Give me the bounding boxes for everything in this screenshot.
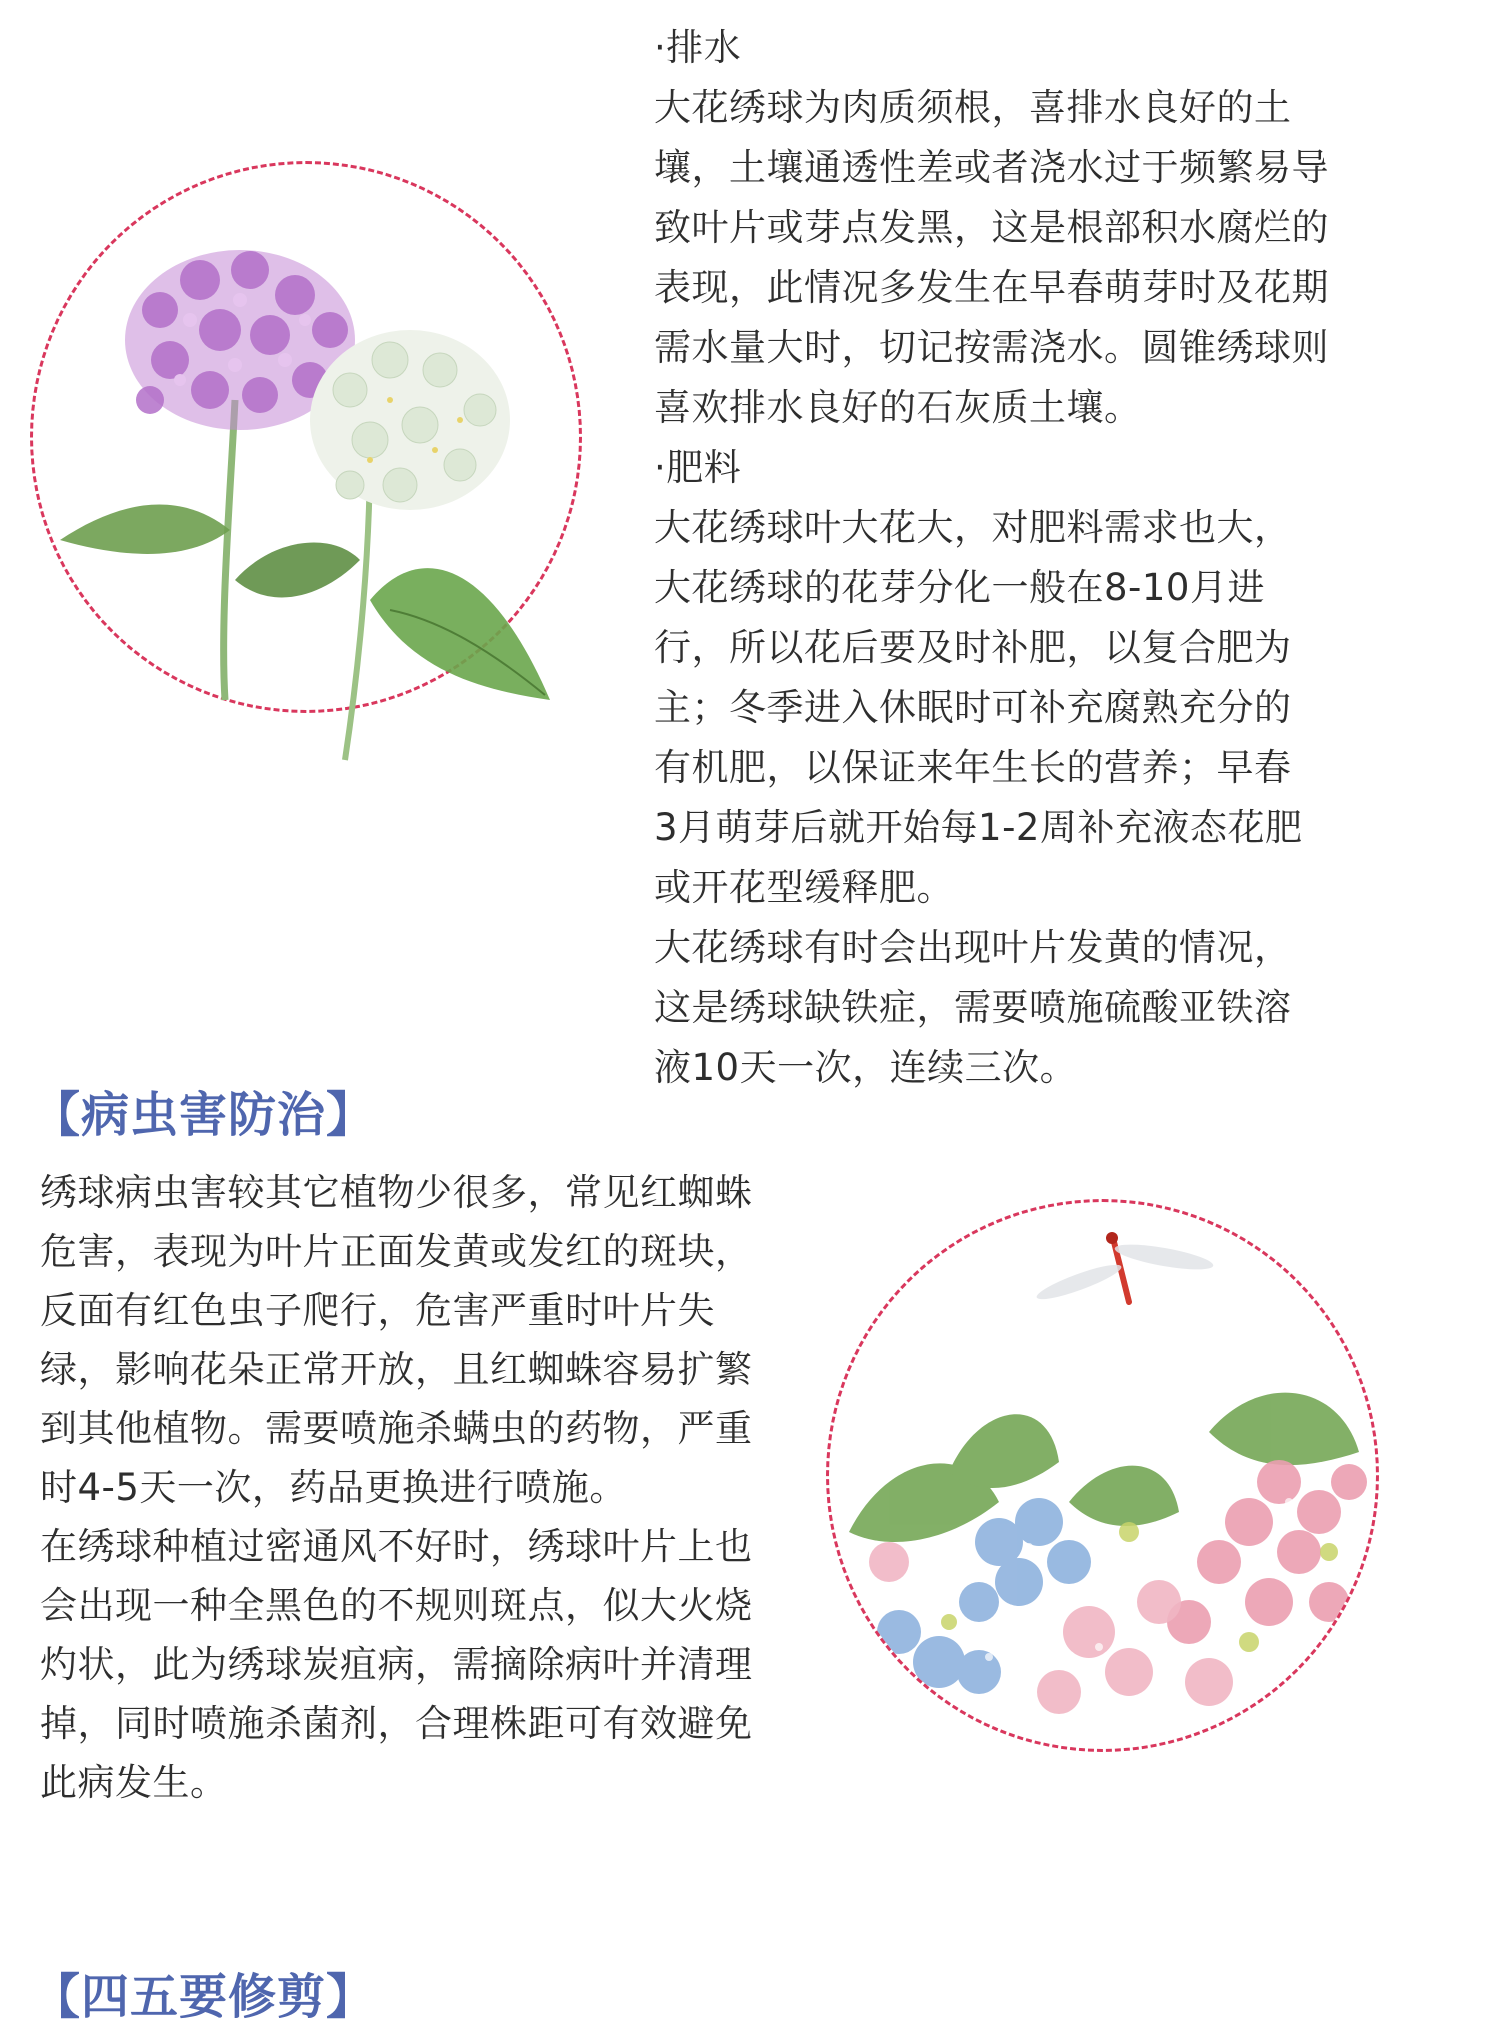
fertilizer-line: 或开花型缓释肥。	[654, 866, 954, 909]
fertilizer-line: 3月萌芽后就开始每1-2周补充液态花肥	[654, 806, 1303, 849]
drainage-line: 致叶片或芽点发黑，这是根部积水腐烂的	[654, 206, 1329, 249]
pest-line: 在绣球种植过密通风不好时，绣球叶片上也	[40, 1525, 753, 1568]
pest-line: 掉，同时喷施杀菌剂，合理株距可有效避免	[40, 1702, 753, 1745]
drainage-line: 喜欢排水良好的石灰质土壤。	[654, 386, 1142, 429]
pest-line: 此病发生。	[40, 1761, 228, 1804]
garden-flowers-illustration-icon	[829, 1202, 1379, 1752]
pest-line: 绣球病虫害较其它植物少很多，常见红蜘蛛	[40, 1171, 753, 1214]
care-text-column	[654, 18, 1414, 1098]
iron-deficiency-line: 这是绣球缺铁症，需要喷施硫酸亚铁溶	[654, 986, 1292, 1029]
pest-line: 到其他植物。需要喷施杀螨虫的药物，严重	[40, 1407, 753, 1450]
iron-deficiency-line: 液10天一次，连续三次。	[654, 1046, 1078, 1089]
drainage-line: 壤，土壤通透性差或者浇水过于频繁易导	[654, 146, 1329, 189]
drainage-heading: ·排水	[654, 26, 742, 69]
fertilizer-line: 有机肥，以保证来年生长的营养；早春	[654, 746, 1292, 789]
drainage-line: 需水量大时，切记按需浇水。圆锥绣球则	[654, 326, 1329, 369]
fertilizer-line: 行，所以花后要及时补肥，以复合肥为	[654, 626, 1292, 669]
pest-text-column	[40, 1163, 800, 1812]
pest-section-heading: 【病虫害防治】	[32, 1087, 376, 1143]
pest-line: 时4-5天一次，药品更换进行喷施。	[40, 1466, 627, 1509]
dragonfly-icon	[1034, 1232, 1215, 1305]
decorative-circle-bottom	[826, 1199, 1379, 1752]
pest-line: 会出现一种全黑色的不规则斑点，似大火烧	[40, 1584, 753, 1627]
pest-line: 反面有红色虫子爬行，危害严重时叶片失	[40, 1289, 715, 1332]
fertilizer-line: 大花绣球的花芽分化一般在8-10月进	[654, 566, 1265, 609]
next-section-heading: 【四五要修剪】	[32, 1969, 376, 2025]
iron-deficiency-line: 大花绣球有时会出现叶片发黄的情况，	[654, 926, 1292, 969]
fertilizer-line: 大花绣球叶大花大，对肥料需求也大，	[654, 506, 1292, 549]
hydrangea-illustration-icon	[40, 200, 600, 770]
pest-line: 灼状，此为绣球炭疽病，需摘除病叶并清理	[40, 1643, 753, 1686]
pest-line: 危害，表现为叶片正面发黄或发红的斑块，	[40, 1230, 753, 1273]
drainage-line: 表现，此情况多发生在早春萌芽时及花期	[654, 266, 1329, 309]
pest-line: 绿，影响花朵正常开放，且红蜘蛛容易扩繁	[40, 1348, 753, 1391]
fertilizer-heading: ·肥料	[654, 446, 742, 489]
drainage-line: 大花绣球为肉质须根，喜排水良好的土	[654, 86, 1292, 129]
fertilizer-line: 主；冬季进入休眠时可补充腐熟充分的	[654, 686, 1292, 729]
